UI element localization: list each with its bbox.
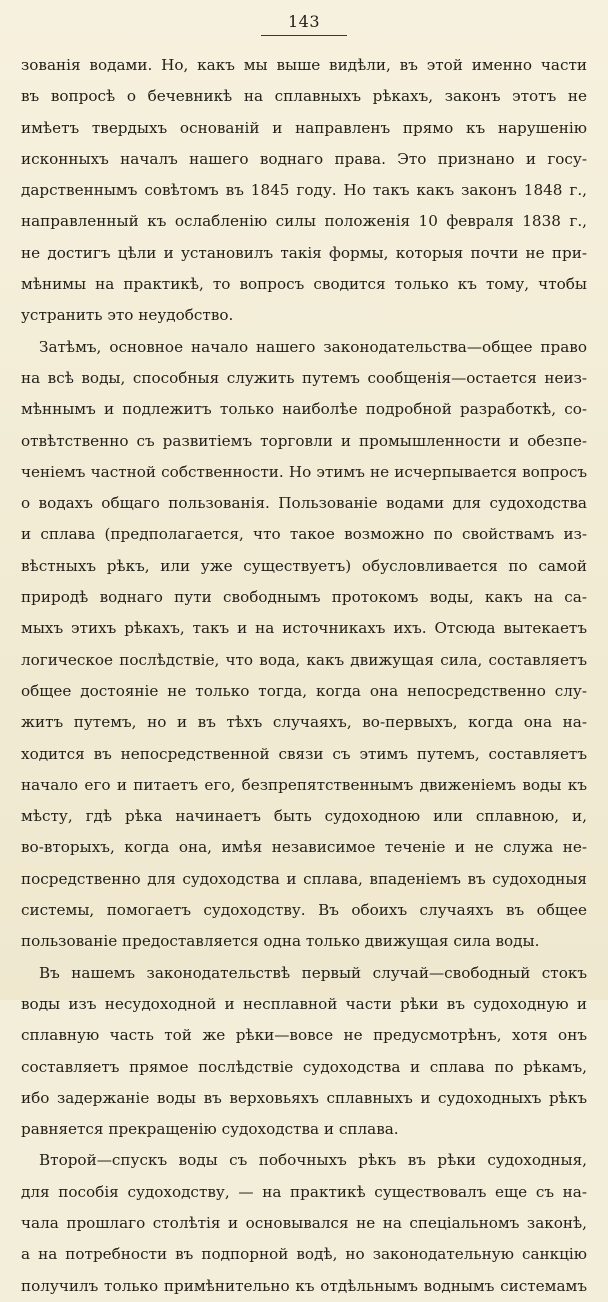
text-line: составляетъ прямое послѣдствіе судоходства и сплава по рѣкамъ, (21, 1057, 587, 1076)
text-line: во-вторыхъ, когда она, имѣя независимое теченіе и не служа не- (21, 838, 587, 857)
text-line: логическое послѣдствіе, что вода, какъ движущая сила, составляетъ (21, 650, 587, 669)
text-line: Въ нашемъ законодательствѣ первый случай—свободный стокъ (39, 963, 587, 982)
text-line: вѣстныхъ рѣкъ, или уже существуетъ) обусловливается по самой (21, 556, 587, 575)
text-line: дарственнымъ совѣтомъ въ 1845 году. Но такъ какъ законъ 1848 г., (21, 181, 587, 200)
text-line: устранить это неудобство. (21, 306, 234, 325)
text-line: имѣетъ твердыхъ основаній и направленъ прямо къ нарушенію (21, 118, 587, 137)
text-line: равняется прекращенію судоходства и сплава. (21, 1120, 399, 1139)
text-line: а на потребности въ подпорной водѣ, но законодательную санкцію (21, 1245, 587, 1264)
text-line: на всѣ воды, способныя служить путемъ сообщенія—остается неиз- (21, 368, 587, 387)
header-rule (261, 35, 347, 36)
text-line: чала прошлаго столѣтія и основывался не на спеціальномъ законѣ, (21, 1213, 587, 1232)
text-line: ченіемъ частной собственности. Но этимъ не исчерпывается вопросъ (21, 462, 587, 481)
text-line: не достигъ цѣли и установилъ такія формы, которыя почти не при- (21, 243, 587, 262)
text-line: ходится въ непосредственной связи съ этимъ путемъ, составляетъ (21, 744, 587, 763)
text-line: о водахъ общаго пользованія. Пользованіе водами для судоходства (21, 494, 587, 513)
text-line: мѣннымъ и подлежитъ только наиболѣе подробной разработкѣ, со- (21, 400, 587, 419)
text-line: сплавную часть той же рѣки—вовсе не предусмотрѣнъ, хотя онъ (21, 1026, 587, 1045)
text-line: Второй—спускъ воды съ побочныхъ рѣкъ въ рѣки судоходныя, (39, 1151, 587, 1170)
text-line: мыхъ этихъ рѣкахъ, такъ и на источникахъ ихъ. Отсюда вытекаетъ (21, 619, 587, 638)
text-line: мѣсту, гдѣ рѣка начинаетъ быть судоходною или сплавною, и, (21, 807, 587, 826)
page-number: 143 (287, 12, 321, 31)
text-line: получилъ только примѣнительно къ отдѣльнымъ воднымъ системамъ (21, 1276, 587, 1295)
text-line: Затѣмъ, основное начало нашего законодательства—общее право (39, 337, 587, 356)
text-line: пользованіе предоставляется одна только движущая сила воды. (21, 932, 540, 951)
text-line: начало его и питаетъ его, безпрепятственнымъ движеніемъ воды къ (21, 775, 587, 794)
text-line: для пособія судоходству, — на практикѣ существовалъ еще съ на- (21, 1182, 587, 1201)
text-line: въ вопросѣ о бечевникѣ на сплавныхъ рѣкахъ, законъ этотъ не (21, 87, 587, 106)
text-line: зованія водами. Но, какъ мы выше видѣли, въ этой именно части (21, 56, 587, 74)
text-line: направленный къ ослабленію силы положенія 10 февраля 1838 г., (21, 212, 587, 231)
text-line: житъ путемъ, но и въ тѣхъ случаяхъ, во-первыхъ, когда она на- (21, 713, 587, 732)
text-line: системы, помогаетъ судоходству. Въ обоихъ случаяхъ въ общее (21, 901, 587, 920)
text-line: ибо задержаніе воды въ верховьяхъ сплавныхъ и судоходныхъ рѣкъ (21, 1088, 587, 1107)
text-line: мѣнимы на практикѣ, то вопросъ сводится только къ тому, чтобы (21, 275, 587, 294)
text-line: общее достояніе не только тогда, когда она непосредственно слу- (21, 681, 587, 700)
text-line: отвѣтственно съ развитіемъ торговли и промышленности и обезпе- (21, 431, 587, 450)
text-line: природѣ воднаго пути свободнымъ протокомъ воды, какъ на са- (21, 588, 587, 607)
text-line: посредственно для судоходства и сплава, впаденіемъ въ судоходныя (21, 869, 587, 888)
body-text (21, 50, 587, 1302)
text-line: воды изъ несудоходной и несплавной части рѣки въ судоходную и (21, 994, 587, 1013)
text-line: и сплава (предполагается, что такое возможно по свойствамъ из- (21, 525, 587, 544)
text-line: исконныхъ началъ нашего воднаго права. Это признано и госу- (21, 149, 587, 168)
